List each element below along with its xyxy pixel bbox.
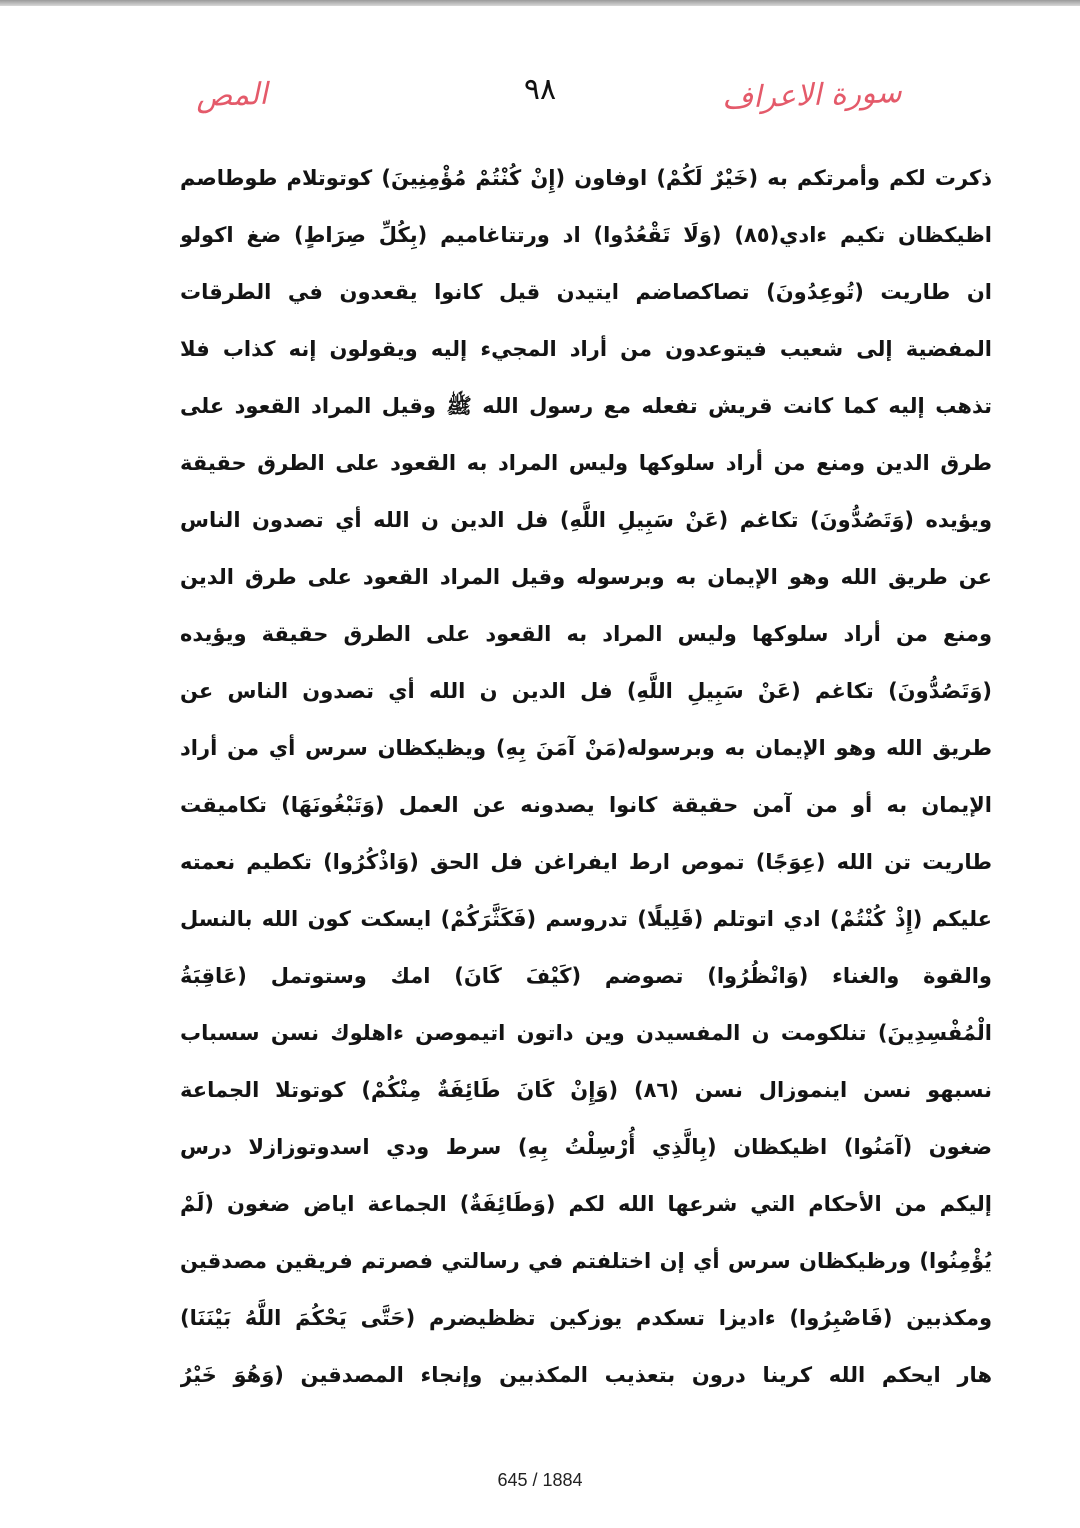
- text-line: طرق الدين ومنع من أراد سلوكها وليس المراد به القعود على الطرق حقيقة: [180, 451, 992, 475]
- text-line: الْمُفْسِدِينَ) تنلكومت ن المفسيدن وين داتون اتيموصن ءاهلوك نسن سسباب: [180, 1021, 992, 1045]
- text-line: ومكذبين (فَاصْبِرُوا) ءاديزا تسكدم يوزكين تظظيضرم (حَتَّى يَحْكُمَ اللَّهُ بَيْنَنَا): [180, 1306, 992, 1330]
- text-line: ان طاريت (تُوعِدُونَ) تصاكصاضم ايتيدن قيل كانوا يقعدون في الطرقات: [180, 280, 992, 304]
- text-line: طاريت تن الله (عِوَجًا) تموص ارط ايفراغن فل الحق (وَاذْكُرُوا) تكطيم نعمته: [180, 850, 992, 874]
- text-line: طريق الله وهو الإيمان به وبرسوله(مَنْ آمَنَ بِهِ) ويظيكظان سرس أي من أراد: [180, 736, 992, 760]
- text-line: تذهب إليه كما كانت قريش تفعله مع رسول الله ﷺ وقيل المراد القعود على: [180, 394, 992, 418]
- text-line: والقوة والغناء (وَانْظُرُوا) تصوضم (كَيْفَ كَانَ) امك وستوتمل (عَاقِبَةُ: [180, 964, 992, 988]
- text-line: يُؤْمِنُوا) ورظيكظان سرس أي إن اختلفتم في رسالتي فصرتم فريقين مصدقين: [180, 1249, 992, 1273]
- text-line: عليكم (إِذْ كُنْتُمْ) ادي اتوتلم (قَلِيلًا) تدروسم (فَكَثَّرَكُمْ) ايسكت كون الله بالنسل: [180, 907, 992, 931]
- text-line: (وَتَصُدُّونَ) تكاغم (عَنْ سَبِيلِ اللَّهِ) فل الدين ن الله أي تصدون الناس عن: [180, 679, 992, 703]
- text-line: عن طريق الله وهو الإيمان به وبرسوله وقيل المراد القعود على طرق الدين: [180, 565, 992, 589]
- text-line: الإيمان به أو من آمن حقيقة كانوا يصدونه عن العمل (وَتَبْغُونَهَا) تكاميقت: [180, 793, 992, 817]
- page-counter: 645 / 1884: [497, 1470, 583, 1490]
- scan-top-edge: [0, 0, 1080, 6]
- text-line: ذكرت لكم وأمرتكم به (خَيْرٌ لَكُمْ) اوفاون (إِنْ كُنْتُمْ مُؤْمِنِينَ) كوتوتلام طوطاصم: [180, 166, 992, 190]
- text-line: اظيكظان تكيم ءادي(٨٥) (وَلَا تَقْعُدُوا) اد ورتتاغاميم (بِكُلِّ صِرَاطٍ) ضغ اكولو: [180, 223, 992, 247]
- body-text: [180, 150, 992, 1404]
- handwritten-note-left: المص: [195, 76, 269, 115]
- text-line: المفضية إلى شعيب فيتوعدون من أراد المجيء إليه ويقولون إنه كذاب فلا: [180, 337, 992, 361]
- text-line: هار ايحكم الله كرينا درون بتعذيب المكذبين وإنجاء المصدقين (وَهُوَ خَيْرُ: [180, 1363, 992, 1387]
- text-line: ومنع من أراد سلوكها وليس المراد به القعود على الطرق حقيقة ويؤيده: [180, 622, 992, 646]
- text-line: إليكم من الأحكام التي شرعها الله لكم (وَطَائِفَةٌ) الجماعة اياض ضغون (لَمْ: [180, 1192, 992, 1216]
- page-number: ٩٨: [523, 72, 557, 107]
- text-line: ضغون (آمَنُوا) اظيكظان (بِالَّذِي أُرْسِلْتُ بِهِ) سرط ودي اسدوتوزازلا درس: [180, 1135, 992, 1159]
- text-line: ويؤيده (وَتَصُدُّونَ) تكاغم (عَنْ سَبِيلِ اللَّهِ) فل الدين ن الله أي تصدون الناس: [180, 508, 992, 532]
- text-line: نسبهو نسن اينموزال نسن (٨٦) (وَإِنْ كَانَ طَائِفَةٌ مِنْكُمْ) كوتوتلا الجماعة: [180, 1078, 992, 1102]
- handwritten-note-right: سورة الاعراف: [721, 74, 903, 117]
